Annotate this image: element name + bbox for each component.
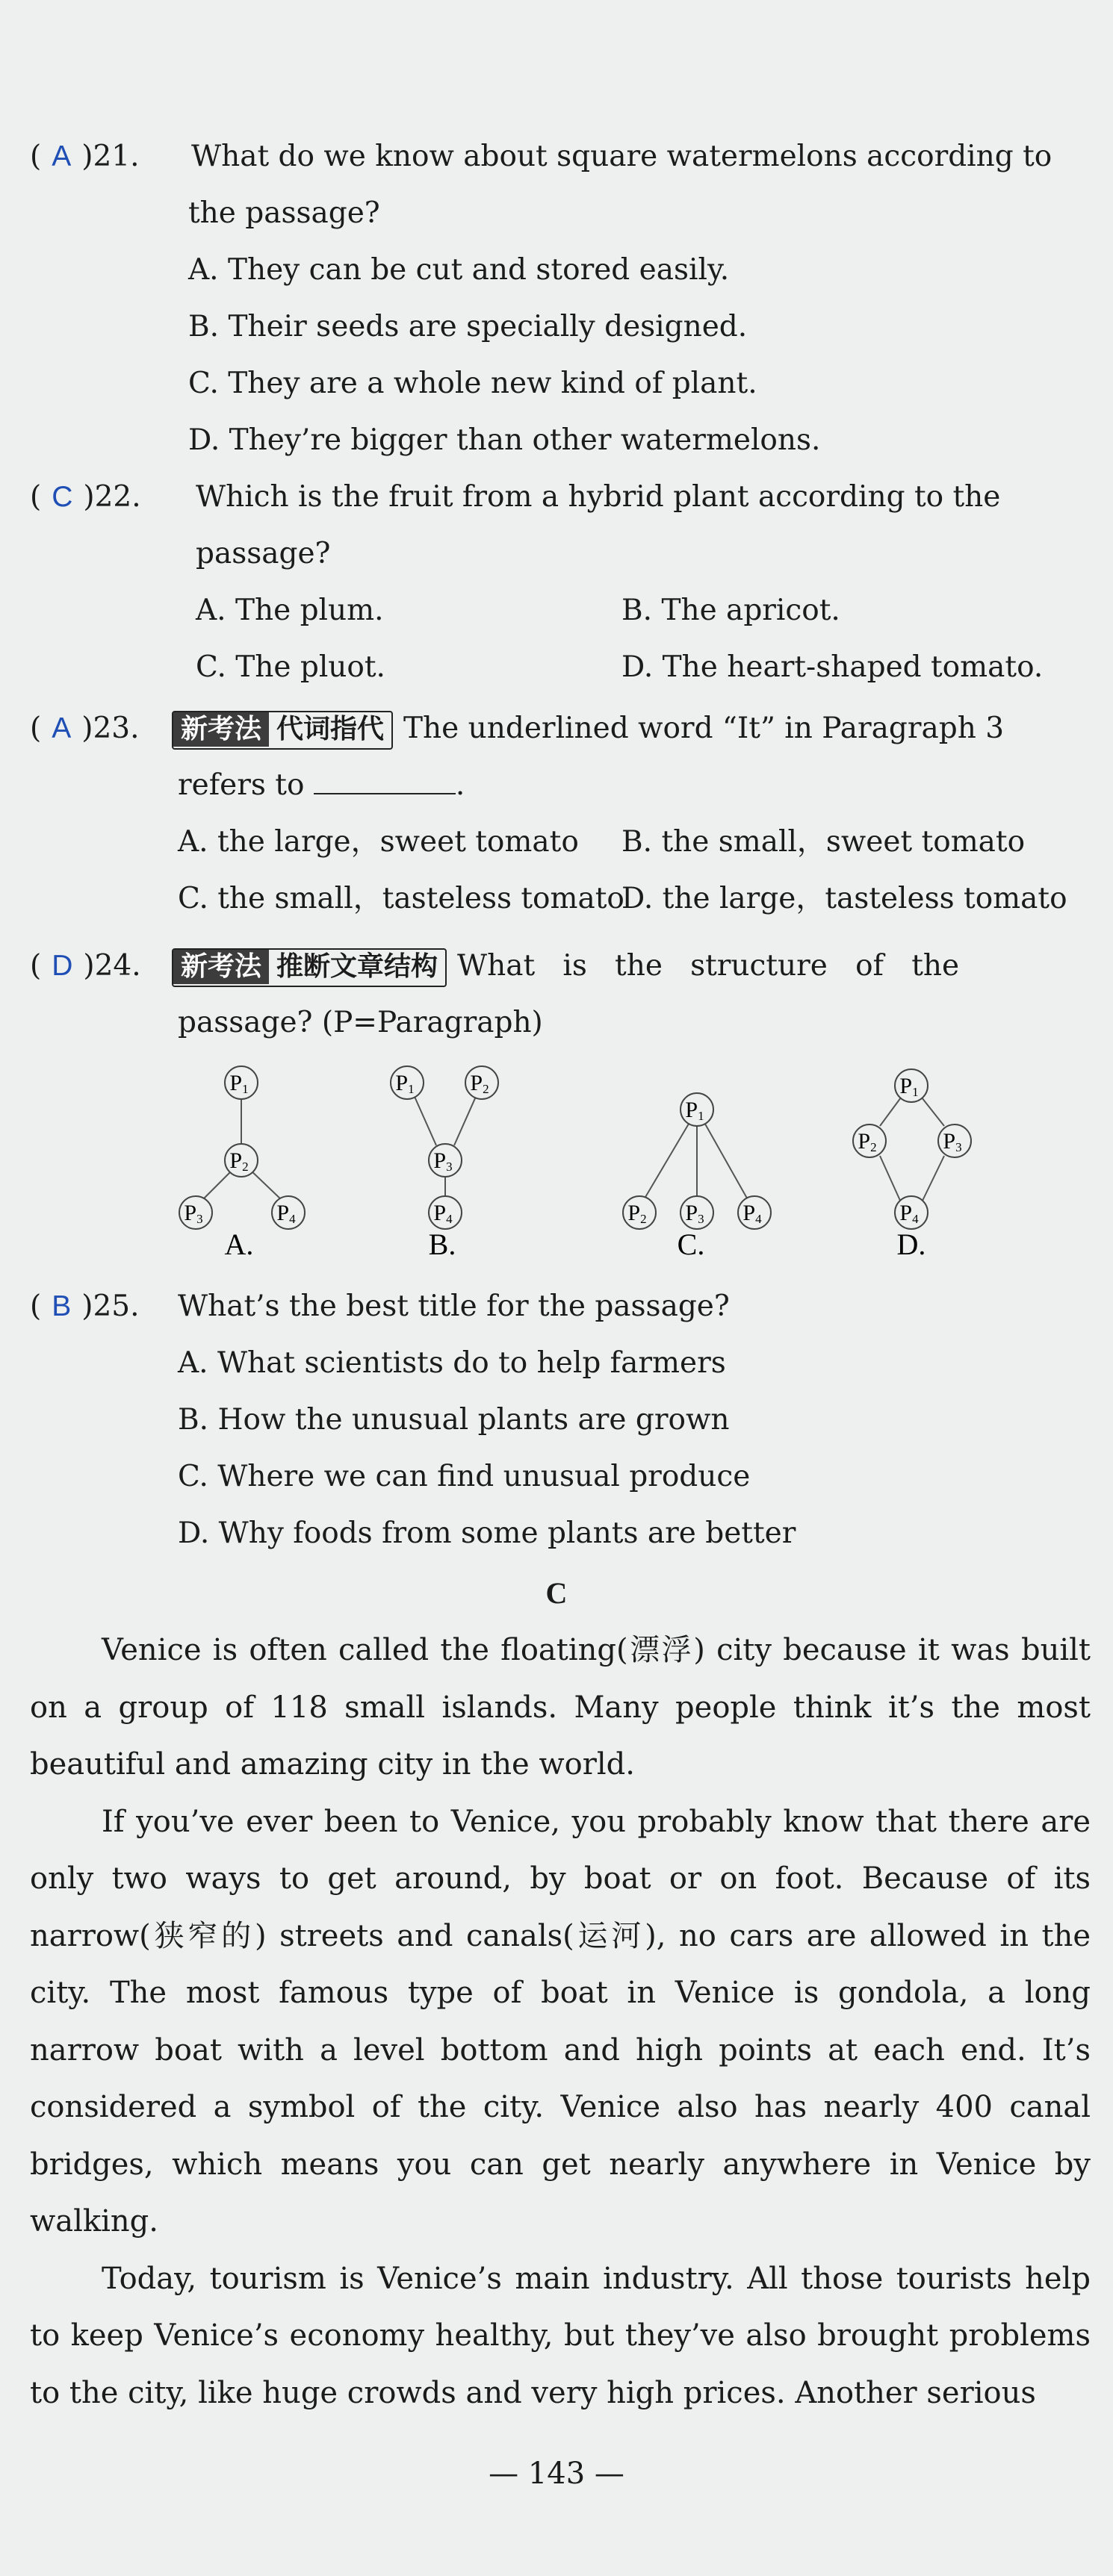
paragraph-node-label: P3 [433,1148,453,1174]
question-stem-line [172,700,1004,757]
option-b: B. The apricot. [621,594,840,627]
stem-period: . [455,768,465,802]
question-stem-cont: passage? (P=Paragraph) [178,1006,543,1039]
option-a: A. They can be cut and stored easily. [188,253,730,287]
question-stem-cont [178,757,465,814]
option-d: D. Why foods from some plants are better [178,1516,796,1550]
option-b: B. How the unusual plants are grown [178,1403,730,1437]
option-c: C. They are a whole new kind of plant. [188,367,757,400]
question-stem: The underlined word “It” in Paragraph 3 [403,712,1005,745]
paragraph-node-label: P4 [433,1201,453,1226]
question-24 [30,938,1091,1051]
paragraph-2: If you’ve ever been to Venice, you probably know that there are only two ways to get around, by boat or on foot. Because of its narrow(狭窄的) streets and canals(运河), no cars are allowed in the city. The most famous type of boat in Venice is gondola, a long narrow boat with a level bottom and high points at each end. It’s considered a symbol of the city. Venice also has nearly 400 canal bridges, which means you can get nearly anywhere in Venice by walking. [30,1804,1091,2239]
diagram-label-d: D. [896,1228,926,1261]
paragraph-node-label: P4 [742,1201,762,1226]
structure-diagrams [0,1053,1113,1277]
question-number: )24. [83,949,141,983]
tag-light-label: 推断文章结构 [276,951,438,982]
paragraph-1: Venice is often called the floating(漂浮) city because it was built on a group of 118 small islands. Many people think it’s the most beautiful and amazing city in the world. [30,1633,1091,1782]
option-a: A. The plum. [196,594,384,627]
option-c: C. the small，tasteless tomato [178,882,624,915]
new-method-tag [172,948,447,987]
option-b: B. Their seeds are specially designed. [188,310,748,343]
option-a: A. What scientists do to help farmers [178,1346,726,1380]
paragraph-node-label: P1 [395,1071,415,1096]
answer-bracket: ( A )21. [30,128,139,185]
option-d: D. They’re bigger than other watermelons. [188,423,821,457]
diagram-label-b: B. [428,1228,456,1261]
paragraph-node-label: P1 [899,1074,919,1099]
option-a: A. the large，sweet tomato [178,825,579,859]
paragraph-node-label: P2 [627,1201,647,1226]
answer-bracket: ( C )22. [30,469,141,526]
question-stem-line [172,938,959,995]
question-stem: What do we know about square watermelons according to [191,140,1052,173]
question-22 [30,469,1091,696]
reading-passage [30,1622,1091,2421]
question-number: )22. [83,480,141,514]
question-stem-cont: the passage? [188,196,380,230]
answer-letter: B [52,1290,72,1322]
question-25 [30,1278,1091,1562]
tag-dark-label: 新考法 [173,712,269,747]
diagram-links [202,1092,944,1202]
paragraph-node-label: P2 [858,1129,877,1154]
answer-letter: A [52,140,72,172]
answer-letter: D [52,950,73,982]
paragraph-node-label: P1 [229,1071,249,1096]
answer-bracket: ( B )25. [30,1278,139,1335]
question-23 [30,700,1091,927]
question-stem: Which is the fruit from a hybrid plant according to the [196,480,1001,514]
question-stem: What is the structure of the [457,949,960,983]
page-number: — 143 — [489,2457,624,2491]
stem-text: refers to [178,768,305,802]
tag-dark-label: 新考法 [173,950,269,984]
option-c: C. Where we can find unusual produce [178,1460,751,1493]
diagram-label-c: C. [677,1228,705,1261]
answer-blank [314,771,456,794]
paragraph-node-label: P3 [943,1129,962,1154]
answer-bracket: ( D )24. [30,938,141,995]
diagram-label-a: A. [224,1228,254,1261]
tag-light-label: 代词指代 [276,714,385,744]
paragraph-3: Today, tourism is Venice’s main industry. All those tourists help to keep Venice’s economy healthy, but they’ve also brought problems to the city, like huge crowds and very high prices. Another serious [30,2261,1091,2410]
paragraph-node-label: P4 [899,1201,919,1226]
diagram-labels [225,1228,926,1261]
question-number: )25. [81,1289,140,1323]
option-d: D. The heart-shaped tomato. [621,650,1044,684]
paragraph-node-label: P2 [470,1071,489,1096]
question-21 [30,128,1091,469]
option-d: D. the large，tasteless tomato [621,882,1067,915]
paragraph-node-label: P2 [229,1148,249,1174]
paragraph-node-label: P3 [184,1201,203,1226]
question-number: )21. [81,140,140,173]
question-stem: What’s the best title for the passage? [178,1289,730,1323]
answer-letter: C [52,481,73,513]
answer-letter: A [52,712,72,744]
option-b: B. the small，sweet tomato [621,825,1026,859]
paragraph-node-label: P3 [685,1201,704,1226]
question-number: )23. [81,712,140,745]
paragraph-node-label: P4 [276,1201,296,1226]
new-method-tag [172,711,393,750]
question-stem-cont: passage? [196,537,331,570]
paragraph-node-label: P1 [685,1098,704,1123]
answer-bracket: ( A )23. [30,700,139,757]
option-c: C. The pluot. [196,650,385,684]
section-heading: C [545,1576,568,1610]
